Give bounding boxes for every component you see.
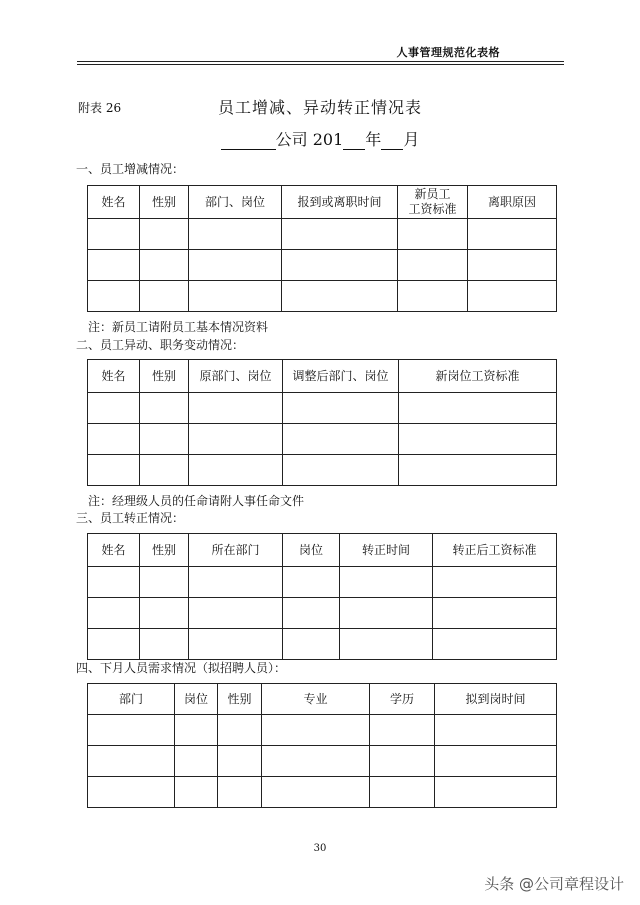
column-header: 离职原因 bbox=[468, 186, 557, 219]
table-cell[interactable] bbox=[340, 598, 433, 629]
table-cell[interactable] bbox=[282, 219, 398, 250]
staff-transfer-table bbox=[87, 359, 557, 486]
table-cell[interactable] bbox=[140, 250, 189, 281]
table-row bbox=[88, 746, 557, 777]
column-header: 姓名 bbox=[88, 186, 140, 219]
table-cell[interactable] bbox=[433, 598, 557, 629]
table-cell[interactable] bbox=[189, 567, 283, 598]
column-header: 岗位 bbox=[175, 684, 218, 715]
subtitle-month: 月 bbox=[403, 130, 420, 149]
table-row bbox=[88, 629, 557, 660]
table-cell[interactable] bbox=[140, 598, 189, 629]
table-cell[interactable] bbox=[88, 715, 175, 746]
table-cell[interactable] bbox=[370, 715, 435, 746]
table-cell[interactable] bbox=[175, 715, 218, 746]
column-header: 调整后部门、岗位 bbox=[283, 360, 399, 393]
table-row bbox=[88, 598, 557, 629]
table-cell[interactable] bbox=[262, 777, 370, 808]
table-cell[interactable] bbox=[175, 746, 218, 777]
table-cell[interactable] bbox=[189, 281, 282, 312]
table-cell[interactable] bbox=[88, 598, 140, 629]
table-cell[interactable] bbox=[398, 219, 468, 250]
table-cell[interactable] bbox=[140, 455, 189, 486]
table-cell[interactable] bbox=[398, 281, 468, 312]
table-cell[interactable] bbox=[88, 219, 140, 250]
header-rule bbox=[77, 64, 564, 65]
table-cell[interactable] bbox=[399, 424, 557, 455]
section-heading: 四、下月人员需求情况（拟招聘人员）： bbox=[76, 661, 287, 675]
table-cell[interactable] bbox=[218, 715, 262, 746]
column-header: 转正后工资标准 bbox=[433, 534, 557, 567]
attachment-label: 附表 26 bbox=[78, 101, 122, 115]
table-cell[interactable] bbox=[140, 219, 189, 250]
column-header-multiline: 新员工 工资标准 bbox=[408, 187, 457, 216]
table-cell[interactable] bbox=[189, 455, 283, 486]
section-heading: 一、员工增减情况： bbox=[76, 162, 185, 176]
table-cell[interactable] bbox=[370, 777, 435, 808]
table-cell[interactable] bbox=[262, 746, 370, 777]
table-cell[interactable] bbox=[283, 424, 399, 455]
table-note: 注：新员工请附员工基本情况资料 bbox=[88, 320, 269, 334]
staff-regularization-table bbox=[87, 533, 557, 660]
table-cell[interactable] bbox=[468, 219, 557, 250]
section-heading: 二、员工异动、职务变动情况： bbox=[76, 338, 245, 352]
table-cell[interactable] bbox=[340, 629, 433, 660]
column-header: 报到或离职时间 bbox=[282, 186, 398, 219]
column-header bbox=[398, 186, 468, 219]
table-row bbox=[88, 393, 557, 424]
table-cell[interactable] bbox=[435, 746, 557, 777]
section-heading: 三、员工转正情况： bbox=[76, 511, 185, 525]
column-header: 拟到岗时间 bbox=[435, 684, 557, 715]
table-row bbox=[88, 281, 557, 312]
table-row bbox=[88, 715, 557, 746]
table-cell[interactable] bbox=[88, 455, 140, 486]
column-header: 转正时间 bbox=[340, 534, 433, 567]
table-cell[interactable] bbox=[218, 777, 262, 808]
document-title: 员工增减、异动转正情况表 bbox=[217, 98, 422, 117]
table-cell[interactable] bbox=[282, 281, 398, 312]
column-header: 学历 bbox=[370, 684, 435, 715]
table-cell[interactable] bbox=[88, 281, 140, 312]
year-blank bbox=[343, 133, 365, 150]
column-header: 性别 bbox=[140, 186, 189, 219]
page-number: 30 bbox=[313, 843, 327, 854]
column-header: 原部门、岗位 bbox=[189, 360, 283, 393]
recruitment-needs-table bbox=[87, 683, 557, 808]
watermark: 头条 @公司章程设计 bbox=[484, 875, 624, 893]
subtitle-company: 公司 201 bbox=[275, 130, 344, 149]
company-blank bbox=[221, 133, 276, 150]
table-cell[interactable] bbox=[88, 250, 140, 281]
table-row bbox=[88, 455, 557, 486]
table-cell[interactable] bbox=[140, 281, 189, 312]
table-cell[interactable] bbox=[189, 629, 283, 660]
table-cell[interactable] bbox=[189, 393, 283, 424]
column-header: 所在部门 bbox=[189, 534, 283, 567]
table-cell[interactable] bbox=[433, 567, 557, 598]
table-cell[interactable] bbox=[189, 250, 282, 281]
column-header: 性别 bbox=[218, 684, 262, 715]
column-header: 姓名 bbox=[88, 534, 140, 567]
table-cell[interactable] bbox=[399, 393, 557, 424]
table-cell[interactable] bbox=[88, 567, 140, 598]
table-cell[interactable] bbox=[262, 715, 370, 746]
table-note: 注：经理级人员的任命请附人事任命文件 bbox=[88, 494, 305, 508]
table-cell[interactable] bbox=[433, 629, 557, 660]
month-blank bbox=[381, 133, 403, 150]
table-row bbox=[88, 567, 557, 598]
column-header: 新岗位工资标准 bbox=[399, 360, 557, 393]
column-header: 性别 bbox=[140, 360, 189, 393]
table-row bbox=[88, 777, 557, 808]
subtitle-year: 年 bbox=[365, 130, 382, 149]
table-cell[interactable] bbox=[88, 629, 140, 660]
table-cell[interactable] bbox=[468, 281, 557, 312]
table-cell[interactable] bbox=[283, 598, 340, 629]
header-title: 人事管理规范化表格 bbox=[396, 46, 500, 59]
table-cell[interactable] bbox=[283, 455, 399, 486]
column-header: 部门、岗位 bbox=[189, 186, 282, 219]
column-header: 姓名 bbox=[88, 360, 140, 393]
header-rule bbox=[77, 61, 564, 62]
table-cell[interactable] bbox=[399, 455, 557, 486]
table-cell[interactable] bbox=[398, 250, 468, 281]
table-cell[interactable] bbox=[88, 777, 175, 808]
table-cell[interactable] bbox=[175, 777, 218, 808]
table-cell[interactable] bbox=[283, 629, 340, 660]
table-cell[interactable] bbox=[283, 567, 340, 598]
table-row bbox=[88, 250, 557, 281]
table-cell[interactable] bbox=[189, 219, 282, 250]
table-cell[interactable] bbox=[370, 746, 435, 777]
table-cell[interactable] bbox=[435, 715, 557, 746]
table-cell[interactable] bbox=[435, 777, 557, 808]
table-cell[interactable] bbox=[140, 424, 189, 455]
table-cell[interactable] bbox=[468, 250, 557, 281]
table-cell[interactable] bbox=[282, 250, 398, 281]
table-cell[interactable] bbox=[340, 567, 433, 598]
column-header: 部门 bbox=[88, 684, 175, 715]
table-cell[interactable] bbox=[140, 629, 189, 660]
table-cell[interactable] bbox=[88, 746, 175, 777]
table-cell[interactable] bbox=[283, 393, 399, 424]
table-cell[interactable] bbox=[88, 393, 140, 424]
table-cell[interactable] bbox=[189, 598, 283, 629]
column-header: 专业 bbox=[262, 684, 370, 715]
column-header: 岗位 bbox=[283, 534, 340, 567]
table-cell[interactable] bbox=[140, 393, 189, 424]
table-cell[interactable] bbox=[88, 424, 140, 455]
table-cell[interactable] bbox=[140, 567, 189, 598]
table-row bbox=[88, 424, 557, 455]
table-cell[interactable] bbox=[189, 424, 283, 455]
table-row bbox=[88, 219, 557, 250]
document-subtitle bbox=[0, 127, 640, 150]
staff-change-table bbox=[87, 185, 557, 312]
column-header: 性别 bbox=[140, 534, 189, 567]
table-cell[interactable] bbox=[218, 746, 262, 777]
